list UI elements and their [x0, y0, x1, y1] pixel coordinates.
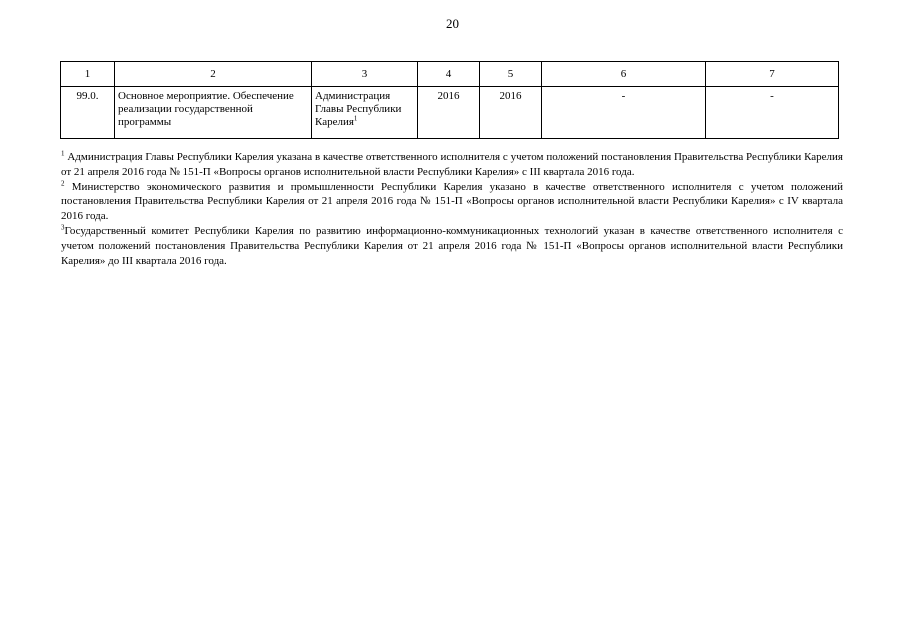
- row-executor: [312, 87, 418, 139]
- header-cell-6: 6: [542, 62, 706, 87]
- footnote-2: [61, 180, 843, 224]
- row-executor-note-mark: 1: [353, 114, 358, 123]
- row-executor-text: Администрация Главы Республики Карелия: [315, 90, 402, 128]
- footnote-1-text: Администрация Главы Республики Карелия указана в качестве ответственного исполнителя с учетом положений постановления Правительства Республики Карелия от 21 апреля 2016 года № 151-П «Вопросы органов исполнительной власти Республики Карелия» с III квартала 2016 года.: [61, 151, 843, 178]
- table-row: [61, 87, 839, 139]
- header-cell-7: 7: [706, 62, 839, 87]
- header-cell-3: 3: [312, 62, 418, 87]
- header-cell-4: 4: [418, 62, 480, 87]
- row-start-year: 2016: [418, 87, 480, 139]
- program-table: [60, 61, 839, 139]
- footnote-2-mark: 2: [61, 178, 65, 187]
- footnote-3: [61, 224, 843, 268]
- row-end-year: 2016: [480, 87, 542, 139]
- header-cell-2: 2: [115, 62, 312, 87]
- table-header-row: [61, 62, 839, 87]
- footnote-3-text: Государственный комитет Республики Карелия по развитию информационно-коммуникационных технологий указан в качестве ответственного исполнителя с учетом положений постановления Правительства Республики Карелия от 21 апреля 2016 года № 151-П «Вопросы органов исполнительной власти Республики Карелия» до III квартала 2016 года.: [61, 224, 843, 267]
- footnote-1: [61, 150, 843, 180]
- footnote-2-text: Министерство экономического развития и промышленности Республики Карелия указано в качестве ответственного исполнителя с учетом положений постановления Правительства Республики Карелия от 21 апреля 2016 года № 151-П «Вопросы органов исполнительной власти Республики Карелия» с IV квартала 2016 года.: [61, 180, 843, 223]
- row-number: 99.0.: [61, 87, 115, 139]
- footnotes: [61, 150, 843, 268]
- footnote-3-mark: 3: [61, 223, 65, 232]
- row-col7: -: [706, 87, 839, 139]
- row-event: Основное мероприятие. Обеспечение реализации государственной программы: [115, 87, 312, 139]
- footnote-1-mark: 1: [61, 149, 65, 158]
- page-number: 20: [446, 16, 459, 31]
- header-cell-5: 5: [480, 62, 542, 87]
- row-col6: -: [542, 87, 706, 139]
- header-cell-1: 1: [61, 62, 115, 87]
